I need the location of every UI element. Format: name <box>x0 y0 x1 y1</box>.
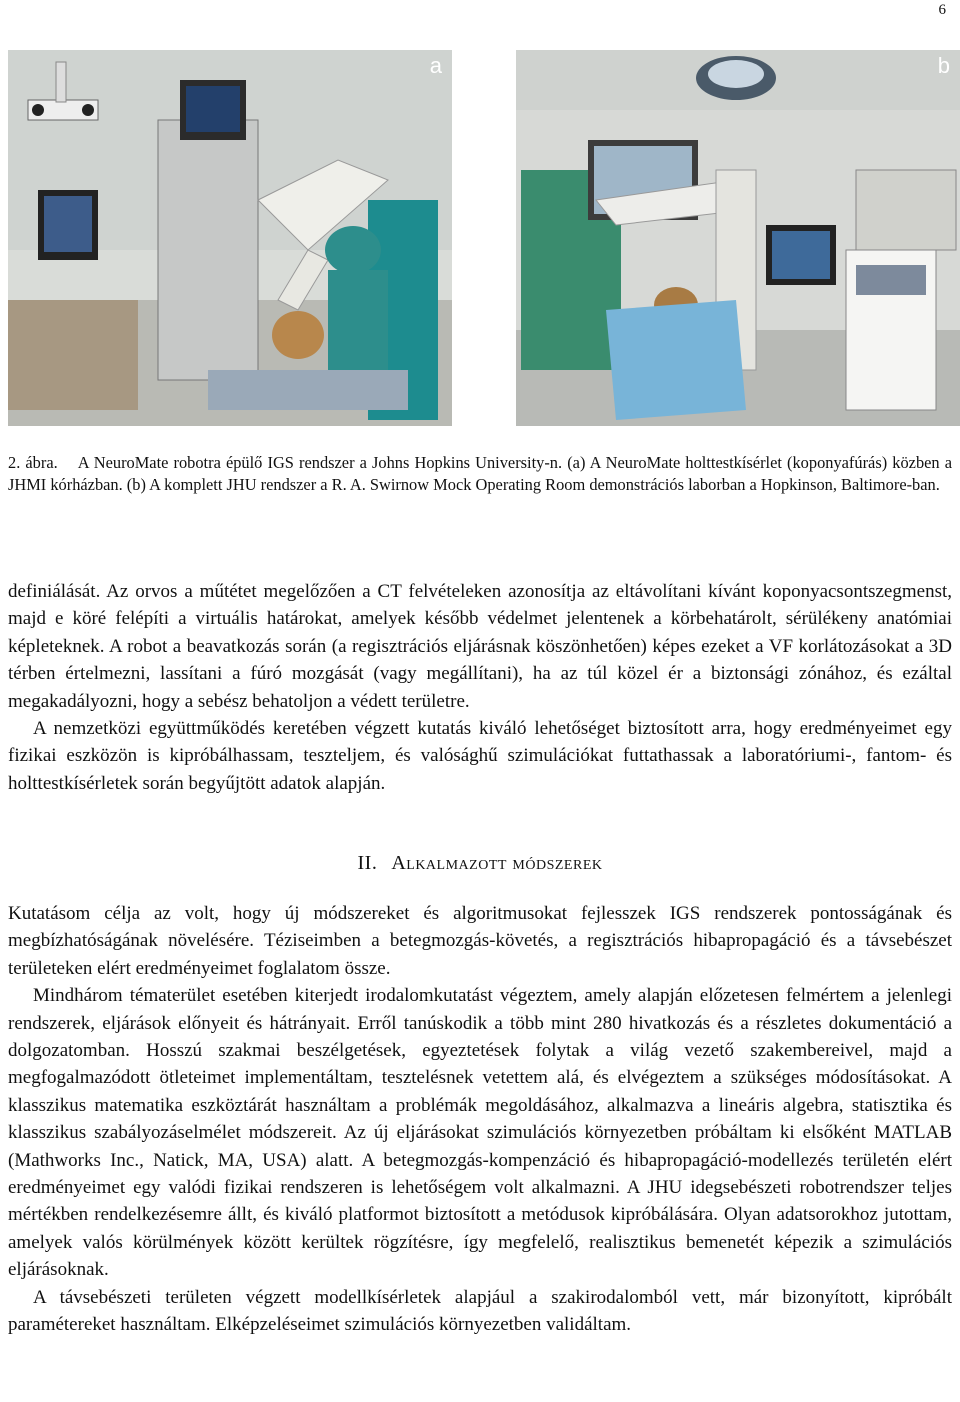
section-title: Alkalmazott módszerek <box>391 852 603 874</box>
figure-photo-b <box>516 50 960 426</box>
figure-photo-a <box>8 50 452 426</box>
figure-caption <box>8 452 952 496</box>
body-section-1 <box>8 578 952 797</box>
caption-text: A NeuroMate robotra épülő IGS rendszer a Johns Hopkins University-n. (a) A NeuroMate holttestkísérlet (koponyafúrás) közben a JHMI kórházban. (b) A komplett JHU rendszer a R. A. Swirnow Mock Operating Room demonstrációs laborban a Hopkinson, Baltimore-ban. <box>8 453 952 494</box>
section-heading <box>0 852 960 875</box>
section-number: II. <box>357 852 378 874</box>
panel-label-a: a <box>429 53 442 78</box>
paragraph: A nemzetközi együttműködés keretében végzett kutatás kiváló lehetőséget biztosított arra, hogy eredményeimet egy fizikai eszközön is kipróbálhassam, teszteljem, és valósághű szimulációkat futtathassak a laboratóriumi-, fantom- és holttestkísérletek során begyűjtött adatok alapján. <box>8 718 952 794</box>
paragraph: definiálását. Az orvos a műtétet megelőzően a CT felvételeken azonosítja az eltávolítani kívánt koponyacsontszegmenst, majd e köré felépíti a virtuális határokat, amelyek később védelmet jelentenek a körbehatárolt, sérülékeny anatómiai képleteknek. A robot a beavatkozás során (a regisztrációs eljárásnak köszönhetően) képes ezeket a VF korlátozásokat a 3D térben értelmezni, lassítani a fúró mozgását (vagy megállítani), ha az túl közel ér a biztonsági zónához, és ezáltal megakadályozni, hogy a sebész behatoljon a védett területre. <box>8 581 952 712</box>
paragraph: Mindhárom tématerület esetében kiterjedt irodalomkutatást végeztem, amely alapján előzetesen felmértem a jelenlegi rendszerek, eljárások előnyeit és hátrányait. Erről tanúskodik a több mint 280 hivatkozás és a részletes dokumentáció a dolgozatomban. Hosszú szakmai beszélgetések, egyeztetések folytak a világ vezető szakembereivel, majd a megfogalmazódott ötleteimet implementáltam, tesztelésnek vetettem alá, és elvégeztem a szükséges módosításokat. A klasszikus matematika eszköztárát használtam a problémák megoldásához, alkalmazva a lineáris algebra, statisztika és klasszikus szabályozáselmélet módszereit. Az új eljárásokat szimulációs környezetben próbáltam ki elsőként MATLAB (Mathworks Inc., Natick, MA, USA) alatt. A betegmozgás-kompenzáció és hibapropagáció-modellezés területén elért eredményeimet egy valódi fizikai rendszeren is lehetőségem volt alkalmazni. A JHU idegsebészeti robotrendszer teljes mértékben rendelkezésemre állt, és kiváló platformot biztosított a metódusok kipróbálására. Olyan adatsorokhoz jutottam, amelyek valós körülmények között kerültek rögzítésre, így megfelelő, realisztikus bemenetét képezik a szimulációs eljárásoknak. <box>8 985 952 1281</box>
jhu-system-lab-photo <box>516 50 960 426</box>
caption-label: 2. ábra. <box>8 453 58 472</box>
panel-label-b: b <box>937 53 950 78</box>
page-number: 6 <box>938 2 946 18</box>
paragraph: Kutatásom célja az volt, hogy új módszereket és algoritmusokat fejlesszek IGS rendszerek pontosságának és megbízhatóságának növelésére. Téziseimben a betegmozgás-követés, a regisztrációs hibapropagáció és a távsebészet területeken elért eredményeimet foglalatom össze. <box>8 903 952 979</box>
body-section-2 <box>8 900 952 1339</box>
paragraph: A távsebészeti területen végzett modellkísérletek alapjául a szakirodalomból vett, már bizonyított, kipróbált paramétereket használtam. Elképzeléseimet szimulációs környezetben validáltam. <box>8 1286 952 1336</box>
neuromate-cadaver-experiment-photo <box>8 50 452 426</box>
